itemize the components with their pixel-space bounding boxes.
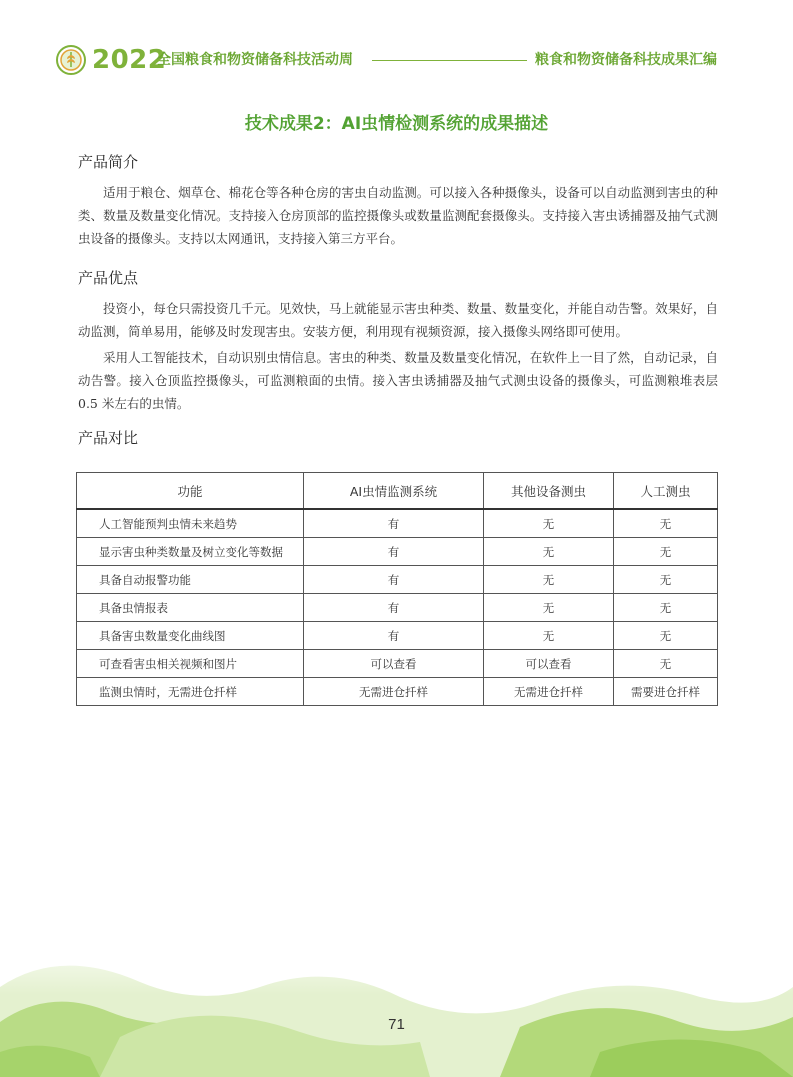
table-cell: 无 xyxy=(614,566,718,594)
feature-cell: 人工智能预判虫情未来趋势 xyxy=(77,509,304,538)
section-heading-advantages: 产品优点 xyxy=(78,269,139,287)
page-title: 技术成果2：AI虫情检测系统的成果描述 xyxy=(244,114,549,134)
table-cell: 无需进仓扦样 xyxy=(484,678,614,706)
intro-paragraph: 适用于粮仓、烟草仓、棉花仓等各种仓房的害虫自动监测。可以接入各种摄像头，设备可以自动监测到害虫的种类、数量及数量变化情况。支持接入仓房顶部的监控摄像头或数量监测配套摄像头。支持接入害虫诱捕器及抽气式测虫设备的摄像头。支持以太网通讯，支持接入第三方平台。 xyxy=(78,185,718,246)
page-header xyxy=(54,42,744,78)
table-row xyxy=(77,622,718,650)
table-cell: 需要进仓扦样 xyxy=(614,678,718,706)
table-header-cell: 其他设备测虫 xyxy=(484,473,614,510)
table-row xyxy=(77,566,718,594)
table-cell: 无 xyxy=(484,622,614,650)
table-cell: 无 xyxy=(484,566,614,594)
section-heading-intro: 产品简介 xyxy=(78,153,139,171)
table-cell: 无 xyxy=(614,650,718,678)
table-cell: 无 xyxy=(614,538,718,566)
table-cell: 有 xyxy=(304,622,484,650)
table-cell: 有 xyxy=(304,594,484,622)
table-cell: 无 xyxy=(614,622,718,650)
advantages-paragraph-2: 采用人工智能技术，自动识别虫情信息。害虫的种类、数量及数量变化情况，在软件上一目了然，自动记录，自动告警。接入仓顶监控摄像头，可监测粮面的虫情。接入害虫诱捕器及抽气式测虫设备的摄像头，可监测粮堆表层0.5 米左右的虫情。 xyxy=(78,350,718,411)
table-header-row xyxy=(77,473,718,510)
table-cell: 可以查看 xyxy=(304,650,484,678)
table-cell: 无 xyxy=(484,538,614,566)
section-heading-comparison: 产品对比 xyxy=(78,429,139,447)
feature-cell: 监测虫情时，无需进仓扦样 xyxy=(77,678,304,706)
feature-cell: 具备虫情报表 xyxy=(77,594,304,622)
table-cell: 无需进仓扦样 xyxy=(304,678,484,706)
page-number: 71 xyxy=(388,1016,405,1033)
table-cell: 无 xyxy=(484,509,614,538)
header-divider xyxy=(372,60,527,61)
advantages-paragraph-1: 投资小，每仓只需投资几千元。见效快，马上就能显示害虫种类、数量、数量变化，并能自动告警。效果好，自动监测，简单易用，能够及时发现害虫。安装方便，利用现有视频资源，接入摄像头网络即可使用。 xyxy=(78,301,718,339)
comparison-table xyxy=(76,472,718,706)
table-cell: 无 xyxy=(614,594,718,622)
feature-cell: 可查看害虫相关视频和图片 xyxy=(77,650,304,678)
table-cell: 有 xyxy=(304,509,484,538)
feature-cell: 显示害虫种类数量及树立变化等数据 xyxy=(77,538,304,566)
table-row xyxy=(77,678,718,706)
header-right-title: 粮食和物资储备科技成果汇编 xyxy=(535,52,717,68)
feature-cell: 具备自动报警功能 xyxy=(77,566,304,594)
table-row xyxy=(77,538,718,566)
table-cell: 无 xyxy=(614,509,718,538)
decorative-footer-hills xyxy=(0,927,793,1077)
table-cell: 有 xyxy=(304,566,484,594)
table-cell: 有 xyxy=(304,538,484,566)
header-left-title: 全国粮食和物资储备科技活动周 xyxy=(157,52,353,68)
emblem-logo-icon xyxy=(56,45,86,75)
table-row xyxy=(77,594,718,622)
table-header-cell: 人工测虫 xyxy=(614,473,718,510)
table-row xyxy=(77,650,718,678)
header-year: 2022 xyxy=(92,45,167,75)
table-cell: 可以查看 xyxy=(484,650,614,678)
table-cell: 无 xyxy=(484,594,614,622)
table-header-cell: AI虫情监测系统 xyxy=(304,473,484,510)
feature-cell: 具备害虫数量变化曲线图 xyxy=(77,622,304,650)
table-header-cell: 功能 xyxy=(77,473,304,510)
table-row xyxy=(77,509,718,538)
